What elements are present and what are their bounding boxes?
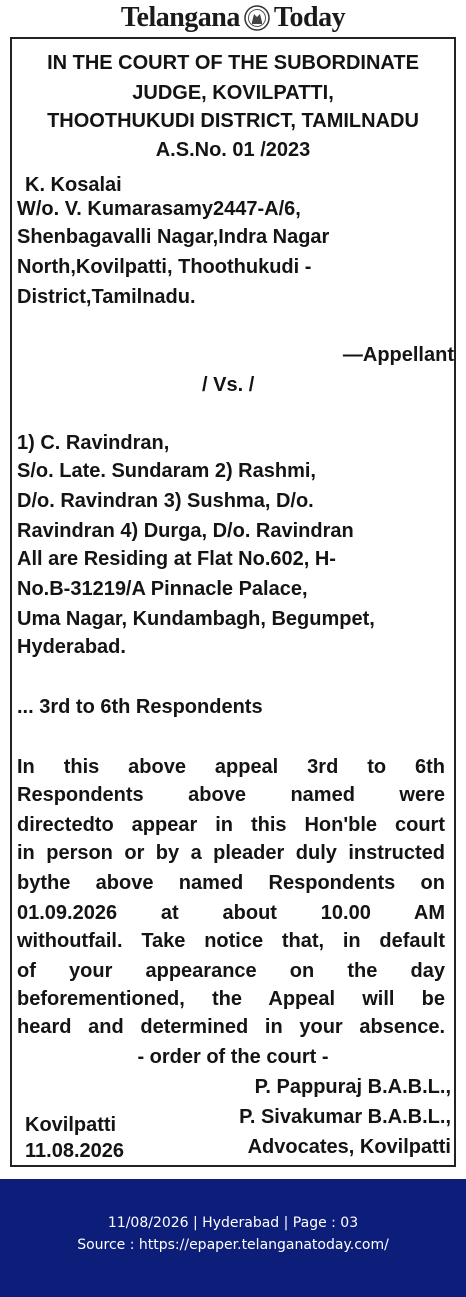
place: Kovilpatti — [25, 1114, 117, 1136]
notice-body-line: Respondents above named were — [17, 784, 445, 806]
order-of-court: - order of the court - — [137, 1046, 329, 1068]
respondent-line: All are Residing at Flat No.602, H- — [17, 548, 336, 570]
respondent-line: Uma Nagar, Kundambagh, Begumpet, — [17, 608, 375, 630]
respondent-line: 1) C. Ravindran, — [17, 432, 170, 454]
masthead — [0, 0, 466, 36]
notice-body-line: of your appearance on the day — [17, 960, 445, 982]
appellant-label: —Appellant — [342, 344, 454, 366]
masthead-title-left: Telangana — [120, 2, 240, 33]
epaper-footer — [0, 1179, 466, 1297]
appellant-name: K. Kosalai — [25, 174, 122, 196]
legal-notice — [10, 37, 456, 1167]
notice-date: 11.08.2026 — [25, 1140, 124, 1162]
notice-body-line: in person or by a pleader duly instructed — [17, 842, 445, 864]
signatory-line: P. Pappuraj B.A.B.L., — [254, 1076, 451, 1098]
respondent-line: D/o. Ravindran 3) Sushma, D/o. — [17, 490, 314, 512]
notice-body-line: heard and determined in your absence. — [17, 1016, 445, 1038]
respondents-label: ... 3rd to 6th Respondents — [17, 696, 263, 718]
footer-page-info: 11/08/2026 | Hyderabad | Page : 03 — [107, 1215, 359, 1231]
notice-body-line: directedto appear in this Hon'ble court — [17, 814, 445, 836]
respondent-line: Ravindran 4) Durga, D/o. Ravindran — [17, 520, 354, 542]
court-heading-line: THOOTHUKUDI DISTRICT, TAMILNADU — [47, 110, 419, 132]
court-heading-line: JUDGE, KOVILPATTI, — [132, 82, 334, 104]
appellant-address-line: Shenbagavalli Nagar,Indra Nagar — [17, 226, 330, 248]
respondent-line: Hyderabad. — [17, 636, 126, 658]
notice-body-line: withoutfail. Take notice that, in default — [17, 930, 445, 952]
notice-body-line: beforementioned, the Appeal will be — [17, 988, 445, 1010]
notice-body-line: 01.09.2026 at about 10.00 AM — [17, 902, 445, 924]
notice-body-line: bythe above named Respondents on — [17, 872, 445, 894]
versus-label: / Vs. / — [202, 374, 255, 396]
court-heading-line: IN THE COURT OF THE SUBORDINATE — [47, 52, 419, 74]
respondent-line: No.B-31219/A Pinnacle Palace, — [17, 578, 308, 600]
footer-source-link[interactable]: Source : https://epaper.telanganatoday.com/ — [77, 1237, 389, 1253]
appellant-address-line: W/o. V. Kumarasamy2447-A/6, — [17, 198, 301, 220]
appellant-address-line: District,Tamilnadu. — [17, 286, 196, 308]
respondent-line: S/o. Late. Sundaram 2) Rashmi, — [17, 460, 316, 482]
telangana-emblem-icon — [244, 5, 270, 31]
signatory-line: P. Sivakumar B.A.B.L., — [239, 1106, 451, 1128]
signatory-line: Advocates, Kovilpatti — [247, 1136, 451, 1158]
case-number: A.S.No. 01 /2023 — [155, 139, 311, 161]
appellant-address-line: North,Kovilpatti, Thoothukudi - — [17, 256, 312, 278]
masthead-title-right: Today — [273, 2, 346, 33]
notice-body-line: In this above appeal 3rd to 6th — [17, 756, 445, 778]
